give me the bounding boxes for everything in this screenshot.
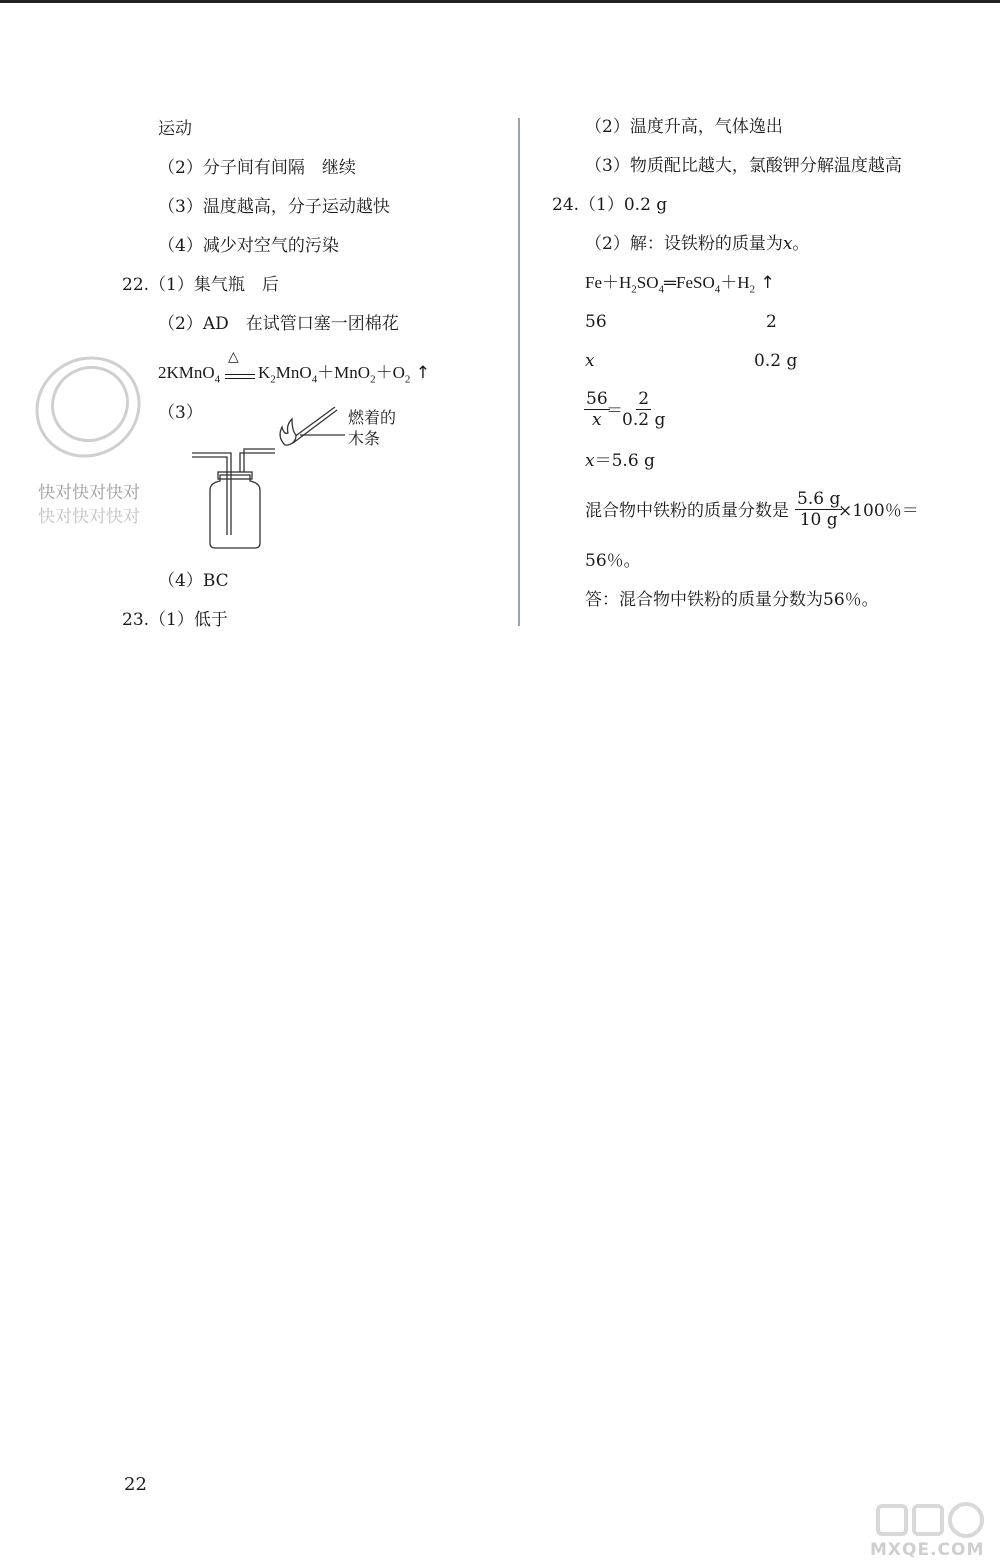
fraction-56-over-x: $\frac{56}{x}$ <box>586 389 608 430</box>
right-line-q2: （2）温度升高，气体逸出 <box>585 117 783 137</box>
watermark-logo <box>870 1500 990 1560</box>
watermark-text: MXQE.COM <box>870 1540 985 1560</box>
ratio-x: x <box>585 351 595 371</box>
fraction-2-over-0-2g: $\frac{2}{0.2 g}$ <box>622 389 666 430</box>
question-23-part1: 23.（1）低于 <box>122 610 228 630</box>
stamp-text-2: 快对快对快对 <box>38 507 140 527</box>
question-22-part4: （4）BC <box>158 571 229 591</box>
mass-fraction-result: 56％。 <box>585 551 641 571</box>
kmno4-products: $K_2MnO_4+MnO_2+O_2$ ↑ <box>258 363 431 386</box>
solution-intro: （2）解：设铁粉的质量为x。 <box>585 234 810 254</box>
iron-acid-equation: $Fe+H_2SO_4═FeSO_4+H_2$ ↑ <box>585 273 775 296</box>
figure-label-stick: 木条 <box>348 429 381 448</box>
question-22-part1: 22.（1）集气瓶 后 <box>122 275 279 295</box>
stamp-mark <box>28 342 148 472</box>
question-22-part3: （3） <box>158 403 203 423</box>
right-line-q3: （3）物质配比越大，氯酸钾分解温度越高 <box>585 156 902 176</box>
stamp-text-1: 快对快对快对 <box>38 483 140 503</box>
left-line-q3: （3）温度越高，分子运动越快 <box>158 197 390 217</box>
column-divider <box>518 118 520 626</box>
figure-label-burning: 燃着的 <box>348 408 397 427</box>
equation-bar-bottom <box>225 378 255 379</box>
equation-bar-top <box>225 374 255 375</box>
top-border <box>0 0 1000 3</box>
final-answer: 答：混合物中铁粉的质量分数为56％。 <box>585 590 879 610</box>
outlet-tube <box>240 453 275 472</box>
page-number: 22 <box>124 1474 147 1495</box>
fraction-5-6g-over-10g: $\frac{5.6 g}{10 g}$ <box>797 489 841 530</box>
left-line-motion: 运动 <box>158 119 192 139</box>
mass-fraction-label: 混合物中铁粉的质量分数是 <box>585 501 789 521</box>
kmno4-equation: 2KMnO$_4$ <box>158 363 221 386</box>
heat-condition: △ <box>228 349 239 365</box>
left-line-q2: （2）分子间有间隔 继续 <box>158 158 356 178</box>
left-line-q4: （4）减少对空气的污染 <box>158 236 339 256</box>
bottle-body <box>210 475 260 548</box>
ratio-0-2g: 0.2 g <box>754 351 798 371</box>
ratio-2: 2 <box>766 312 777 332</box>
ratio-56: 56 <box>585 312 607 332</box>
question-24-part1: 24.（1）0.2 g <box>552 195 668 215</box>
mass-fraction-percent: ×100％＝ <box>838 501 919 521</box>
question-22-part2: （2）AD 在试管口塞一团棉花 <box>158 314 399 334</box>
proportion-equals: ＝ <box>606 401 623 421</box>
x-value: x＝5.6 g <box>585 451 655 471</box>
